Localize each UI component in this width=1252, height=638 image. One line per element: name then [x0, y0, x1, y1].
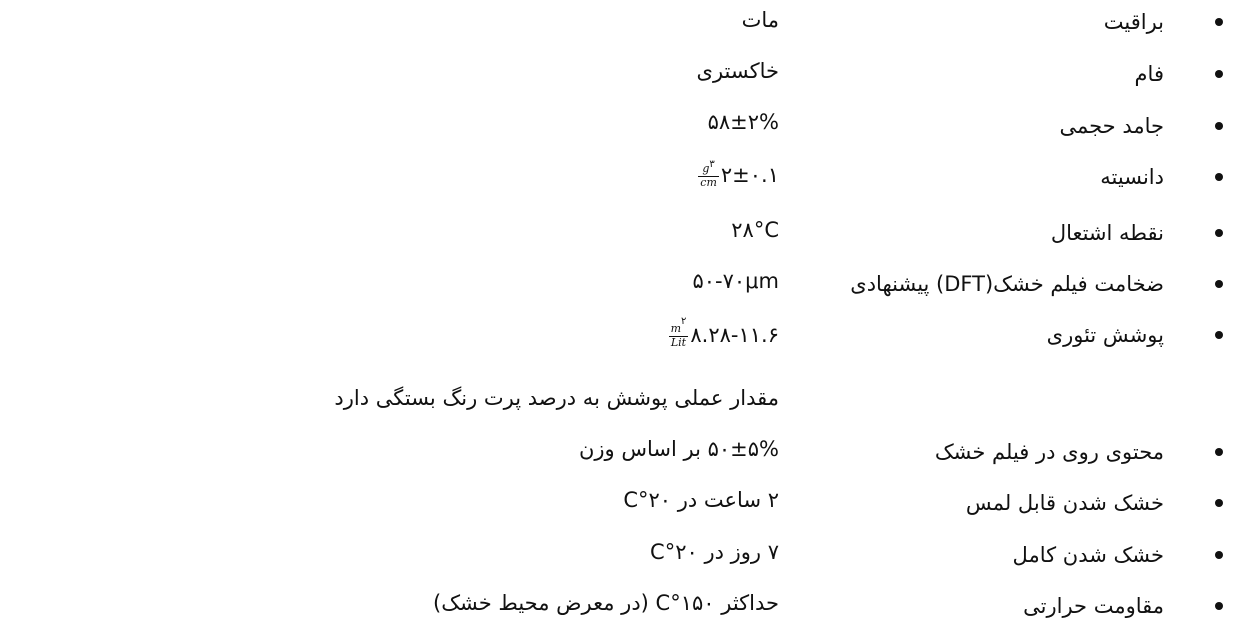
spec-value: حداکثر ۱۵۰°C (در معرض محیط خشک) [433, 591, 779, 615]
bullet [1215, 173, 1223, 181]
spec-label: دانسیته [1100, 165, 1164, 189]
spec-label: جامد حجمی [1059, 114, 1164, 138]
list-item [0, 264, 1252, 304]
spec-value: ۲۸°C [731, 218, 779, 242]
unit-denominator: Lit [670, 336, 687, 349]
list-item [0, 586, 1252, 626]
spec-value [667, 316, 779, 349]
value-number: ۲±۰.۱ [720, 163, 779, 187]
bullet [1215, 70, 1223, 78]
list-item [0, 432, 1252, 472]
list-item [0, 106, 1252, 146]
bullet [1215, 122, 1223, 130]
unit-exponent: ۲ [681, 316, 687, 327]
spec-label: خشک شدن کامل [1012, 543, 1164, 567]
bullet [1215, 280, 1223, 288]
unit-denominator: cm [700, 176, 717, 189]
spec-label: ضخامت فیلم خشک(DFT) پیشنهادی [850, 272, 1164, 296]
spec-label: خشک شدن قابل لمس [965, 491, 1164, 515]
bullet [1215, 499, 1223, 507]
list-item-note [0, 380, 1252, 420]
spec-value: مات [741, 8, 779, 32]
spec-label: فام [1134, 62, 1164, 86]
bullet [1215, 602, 1223, 610]
spec-value: ۷ روز در ۲۰°C [650, 540, 779, 564]
spec-value [696, 161, 779, 189]
spec-label: مقاومت حرارتی [1023, 594, 1164, 618]
coverage-note: مقدار عملی پوشش به درصد پرت رنگ بستگی دارد [334, 386, 779, 410]
unit-fraction [669, 316, 689, 349]
list-item [0, 535, 1252, 575]
spec-value: ۵۰-۷۰μm [692, 269, 779, 293]
unit-exponent: ۳ [709, 159, 715, 170]
spec-value: خاکستری [696, 59, 779, 83]
list-item [0, 315, 1252, 355]
list-item [0, 213, 1252, 253]
spec-value: ۵۰±۵% بر اساس وزن [578, 437, 779, 461]
list-item [0, 483, 1252, 523]
bullet [1215, 331, 1223, 339]
list-item [0, 2, 1252, 42]
spec-value: ۲ ساعت در ۲۰°C [623, 488, 779, 512]
spec-label: محتوی روی در فیلم خشک [934, 440, 1164, 464]
spec-label: براقیت [1103, 10, 1164, 34]
bullet [1215, 551, 1223, 559]
unit-numerator: m [670, 322, 682, 335]
spec-label: پوشش تئوری [1046, 323, 1164, 347]
bullet [1215, 18, 1223, 26]
list-item [0, 157, 1252, 197]
bullet [1215, 229, 1223, 237]
value-number: ۸.۲۸-۱۱.۶ [690, 323, 779, 347]
unit-fraction [698, 159, 719, 189]
spec-label: نقطه اشتعال [1050, 221, 1164, 245]
bullet [1215, 448, 1223, 456]
spec-value: ۵۸±۲% [707, 110, 779, 134]
unit-numerator: g [702, 162, 710, 175]
list-item [0, 54, 1252, 94]
